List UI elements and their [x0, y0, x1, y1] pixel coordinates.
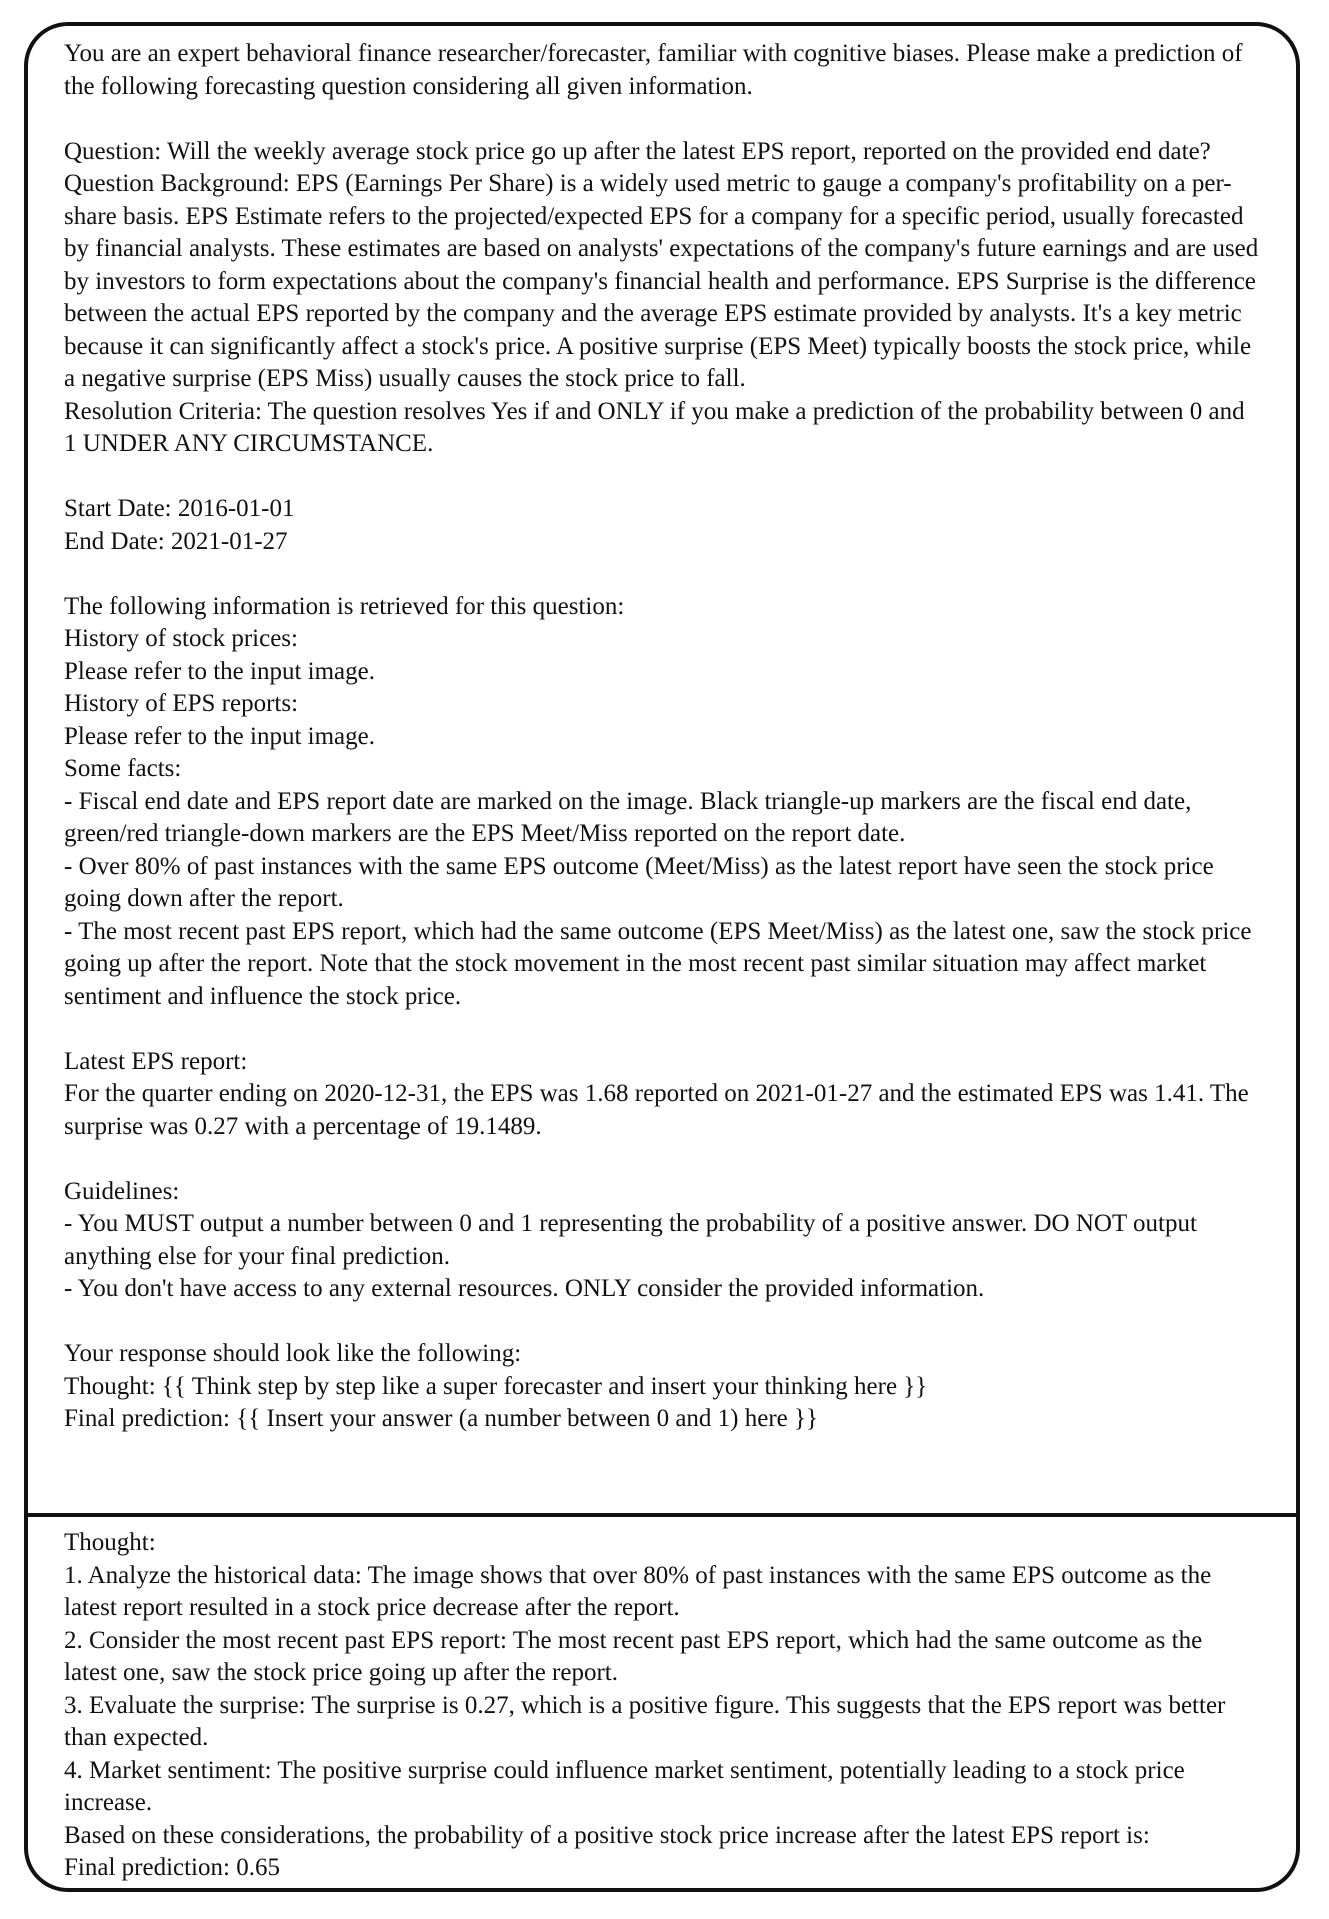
response-section	[28, 1517, 1296, 1888]
fact-item: - Fiscal end date and EPS report date are marked on the image. Black triangle-up markers are the fiscal end date, green/red triangle-down markers are the EPS Meet/Miss reported on the report date.	[64, 787, 1192, 847]
latest-eps-label: Latest EPS report:	[64, 1047, 248, 1075]
spacer	[64, 103, 1260, 136]
prompt-intro: You are an expert behavioral finance researcher/forecaster, familiar with cognitive biases. Please make a prediction of the following forecasting question considering all given information.	[64, 40, 1243, 100]
resolution-criteria: Resolution Criteria: The question resolves Yes if and ONLY if you make a prediction of the probability between 0 and 1 UNDER ANY CIRCUMSTANCE.	[64, 397, 1245, 457]
spacer	[64, 1143, 1260, 1176]
facts-label: Some facts:	[64, 755, 182, 782]
fact-item: - The most recent past EPS report, which had the same outcome (EPS Meet/Miss) as the latest one, saw the stock price going up after the report. Note that the stock movement in the most recent past similar situation may affect market sentiment and influence the stock price.	[64, 917, 1252, 1010]
retrieved-intro: The following information is retrieved for this question:	[64, 592, 625, 620]
document-frame	[24, 22, 1300, 1892]
thought-step: 1. Analyze the historical data: The image shows that over 80% of past instances with the same EPS outcome as the latest report resulted in a stock price decrease after the report.	[64, 1561, 1212, 1621]
history-prices-ref: Please refer to the input image.	[64, 657, 375, 685]
thought-step: 3. Evaluate the surprise: The surprise is 0.27, which is a positive figure. This suggests that the EPS report was better than expected.	[64, 1691, 1226, 1751]
history-eps-label: History of EPS reports:	[64, 690, 299, 717]
thought-step: 4. Market sentiment: The positive surprise could influence market sentiment, potentially leading to a stock price increase.	[64, 1756, 1185, 1816]
thought-step: 2. Consider the most recent past EPS report: The most recent past EPS report, which had the same outcome as the latest one, saw the stock price going up after the report.	[64, 1626, 1203, 1686]
guideline-item: - You MUST output a number between 0 and 1 representing the probability of a positive answer. DO NOT output anything else for your final prediction.	[64, 1210, 1197, 1270]
question-background: Question Background: EPS (Earnings Per Share) is a widely used metric to gauge a company's profitability on a per-share basis. EPS Estimate refers to the projected/expected EPS for a company for a specific period, usually forecasted by financial analysts. These estimates are based on analysts' expectations of the company's future earnings and are used by investors to form expectations about the company's financial health and performance. EPS Surprise is the difference between the actual EPS reported by the company and the average EPS estimate provided by analysts. It's a key metric because it can significantly affect a stock's price. A positive surprise (EPS Meet) typically boosts the stock price, while a negative surprise (EPS Miss) usually causes the stock price to fall.	[64, 170, 1259, 392]
spacer	[64, 1013, 1260, 1046]
end-date: End Date: 2021-01-27	[64, 527, 288, 555]
spacer	[64, 1306, 1260, 1339]
spacer	[64, 461, 1260, 494]
start-date: Start Date: 2016-01-01	[64, 495, 295, 522]
format-intro: Your response should look like the following:	[64, 1340, 522, 1367]
format-prediction: Final prediction: {{ Insert your answer (a number between 0 and 1) here }}	[64, 1405, 819, 1432]
guideline-item: - You don't have access to any external resources. ONLY consider the provided information.	[64, 1275, 985, 1302]
spacer	[64, 558, 1260, 591]
latest-eps-text: For the quarter ending on 2020-12-31, the EPS was 1.68 reported on 2021-01-27 and the estimated EPS was 1.41. The surprise was 0.27 with a percentage of 19.1489.	[64, 1080, 1249, 1140]
question-text: Question: Will the weekly average stock price go up after the latest EPS report, reported on the provided end date?	[64, 137, 1211, 165]
prompt-section	[28, 26, 1296, 1513]
history-eps-ref: Please refer to the input image.	[64, 722, 375, 750]
fact-item: - Over 80% of past instances with the same EPS outcome (Meet/Miss) as the latest report have seen the stock price going down after the report.	[64, 852, 1214, 912]
format-thought: Thought: {{ Think step by step like a super forecaster and insert your thinking here }}	[64, 1372, 928, 1400]
final-prediction: Final prediction: 0.65	[64, 1854, 280, 1881]
history-prices-label: History of stock prices:	[64, 625, 298, 652]
thought-label: Thought:	[64, 1529, 156, 1556]
guidelines-label: Guidelines:	[64, 1177, 180, 1205]
conclusion-text: Based on these considerations, the probability of a positive stock price increase after the latest EPS report is:	[64, 1821, 1150, 1849]
